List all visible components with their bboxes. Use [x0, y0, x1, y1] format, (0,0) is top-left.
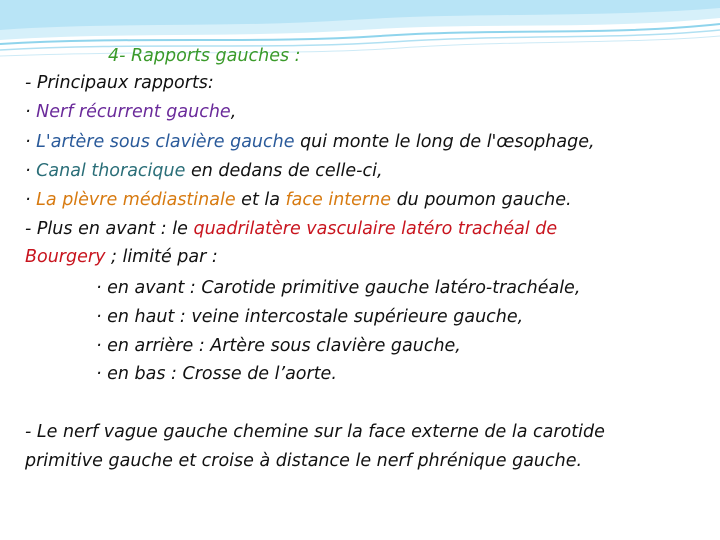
limit-item-avant: · en avant : Carotide primitive gauche latéro-trachéale, [96, 278, 581, 298]
item-text: et la [235, 190, 286, 210]
list-item-plevre [25, 189, 572, 211]
highlight-canal-thoracique: Canal thoracique [36, 161, 186, 181]
bullet: · [25, 132, 31, 152]
plus-en-avant-line [25, 218, 557, 240]
limit-item-arriere: · en arrière : Artère sous clavière gauche, [96, 336, 461, 356]
nerf-vague-line-1: - Le nerf vague gauche chemine sur la face externe de la carotide [25, 422, 605, 442]
item-text: du poumon gauche. [391, 190, 572, 210]
highlight-quadrilatere: quadrilatère vasculaire latéro trachéal de [193, 219, 558, 239]
highlight-face-interne: face interne [285, 190, 391, 210]
list-item-canal-thoracique [25, 160, 383, 182]
item-text: en dedans de celle-ci, [185, 161, 383, 181]
slide-title: 4- Rapports gauches : [108, 46, 301, 66]
principaux-rapports-heading: - Principaux rapports: [25, 73, 214, 93]
limit-item-haut: · en haut : veine intercostale supérieure gauche, [96, 307, 524, 327]
item-text: - Plus en avant : le [25, 219, 194, 239]
highlight-plevre-mediastinale: La plèvre médiastinale [36, 190, 236, 210]
highlight-artere-sous-claviere: L'artère sous clavière gauche [36, 132, 295, 152]
bourgery-line [25, 246, 218, 268]
item-text: , [230, 102, 237, 122]
list-item-nerf-recurrent [25, 101, 236, 123]
item-text: qui monte le long de l'œsophage, [294, 132, 595, 152]
bullet: · [25, 161, 31, 181]
highlight-bourgery: Bourgery [25, 247, 106, 267]
bullet: · [25, 102, 31, 122]
list-item-artere-sous-claviere [25, 131, 595, 153]
nerf-vague-line-2: primitive gauche et croise à distance le nerf phrénique gauche. [25, 451, 583, 471]
item-text: ; limité par : [105, 247, 218, 267]
bullet: · [25, 190, 31, 210]
highlight-nerf-recurrent: Nerf récurrent gauche [36, 102, 231, 122]
limit-item-bas: · en bas : Crosse de l’aorte. [96, 364, 337, 384]
